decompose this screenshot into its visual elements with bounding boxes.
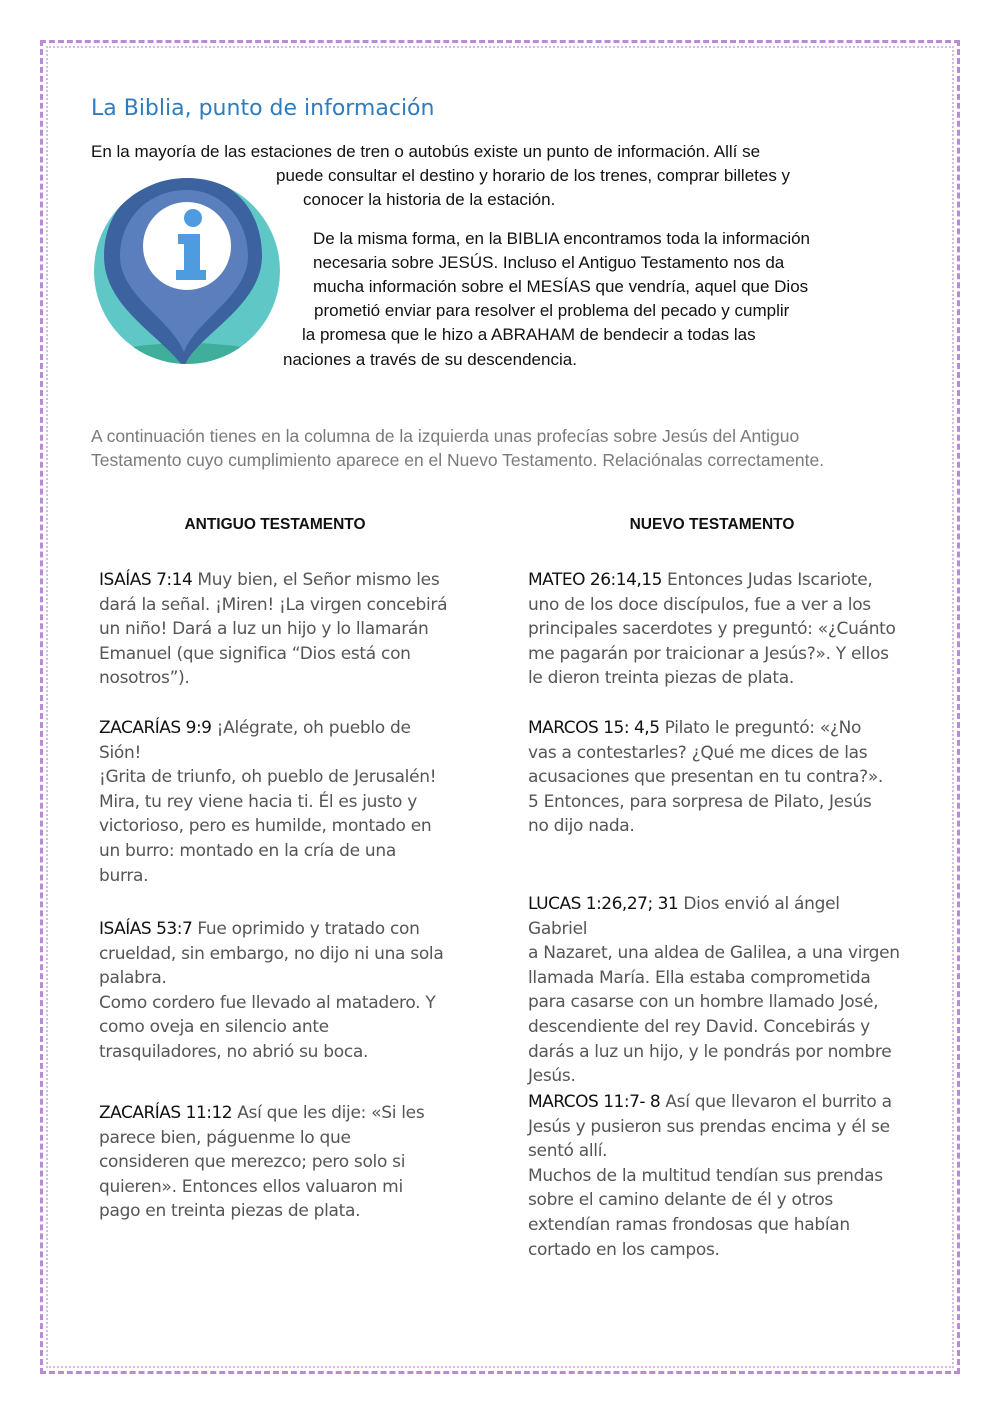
verse-first-line: ZACARÍAS 9:9 ¡Alégrate, oh pueblo de — [99, 718, 411, 738]
verse-line: uno de los doce discípulos, fue a ver a los — [528, 594, 871, 615]
verse-line: sobre el camino delante de él y otros — [528, 1190, 833, 1211]
verse-line: como oveja en silencio ante — [99, 1017, 329, 1038]
verse-entry — [528, 892, 903, 1089]
verse-line: 5 Entonces, para sorpresa de Pilato, Jesús — [528, 791, 872, 812]
verse-entry — [99, 568, 474, 691]
verse-line: Mira, tu rey viene hacia ti. Él es justo y — [99, 791, 418, 812]
intro-line-4: De la misma forma, en la BIBLIA encontramos toda la información — [313, 229, 811, 248]
verse-line: consideren que merezco; pero solo si — [99, 1152, 406, 1173]
verse-line: le dieron treinta piezas de plata. — [528, 668, 794, 689]
intro-line-9: naciones a través de su descendencia. — [283, 350, 577, 369]
verse-entry — [528, 716, 903, 839]
verse-line: sentó allí. — [528, 1141, 608, 1162]
verse-line: Emanuel (que significa “Dios está con — [99, 643, 411, 664]
verse-line: quieren». Entonces ellos valuaron mi — [99, 1176, 403, 1197]
verse-line: principales sacerdotes y preguntó: «¿Cuánto — [528, 619, 896, 640]
verse-line: no dijo nada. — [528, 816, 635, 837]
verse-line: dará la señal. ¡Miren! ¡La virgen concebirá — [99, 594, 448, 615]
verse-line: vas a contestarles? ¿Qué me dices de las — [528, 742, 868, 763]
instructions-text: A continuación tienes en la columna de la izquierda unas profecías sobre Jesús del Antiguo Testamento cuyo cumplimiento aparece en el Nuevo Testamento. Relaciónalas correctamente. — [91, 426, 825, 470]
verse-entry — [99, 716, 474, 888]
intro-line-7: prometió enviar para resolver el problema del pecado y cumplir — [314, 301, 790, 320]
intro-line-5: necesaria sobre JESÚS. Incluso el Antiguo Testamento nos da — [313, 253, 785, 272]
verse-first-line: MATEO 26:14,15 Entonces Judas Iscariote, — [528, 570, 873, 590]
verse-line: cortado en los campos. — [528, 1239, 720, 1260]
verse-reference: ZACARÍAS 11:12 — [99, 1103, 233, 1123]
verse-line: acusaciones que presentan en tu contra?». — [528, 767, 884, 788]
verse-reference: MARCOS 11:7- 8 — [528, 1092, 661, 1112]
page-title: La Biblia, punto de información — [91, 96, 435, 121]
verse-line: Como cordero fue llevado al matadero. Y — [99, 992, 436, 1013]
intro-line-3: conocer la historia de la estación. — [303, 190, 556, 209]
verse-first-line: ISAÍAS 53:7 Fue oprimido y tratado con — [99, 919, 420, 939]
verse-reference: MATEO 26:14,15 — [528, 570, 662, 590]
verse-line: ¡Grita de triunfo, oh pueblo de Jerusalén! — [99, 767, 437, 788]
verse-first-line: MARCOS 15: 4,5 Pilato le preguntó: «¿No — [528, 718, 862, 738]
verse-reference: ZACARÍAS 9:9 — [99, 718, 212, 738]
verse-line: parece bien, páguenme lo que — [99, 1127, 351, 1148]
verse-line: descendiente del rey David. Concebirás y — [528, 1016, 870, 1037]
verse-line: para casarse con un hombre llamado José, — [528, 992, 879, 1013]
verse-line: un niño! Dará a luz un hijo y lo llamarán — [99, 619, 429, 640]
heading-new-testament: NUEVO TESTAMENTO — [629, 516, 795, 533]
info-location-pin-icon — [92, 168, 282, 374]
verse-line: Sión! — [99, 742, 142, 763]
intro-line-8: la promesa que le hizo a ABRAHAM de bendecir a todas las — [302, 325, 756, 344]
verse-reference: MARCOS 15: 4,5 — [528, 718, 660, 738]
intro-line-6: mucha información sobre el MESÍAS que vendría, aquel que Dios — [313, 277, 809, 296]
verse-line: Jesús y pusieron sus prendas encima y él se — [528, 1116, 890, 1137]
intro-line-1: En la mayoría de las estaciones de tren o autobús existe un punto de información. Allí se — [91, 142, 761, 161]
verse-line: pago en treinta piezas de plata. — [99, 1201, 361, 1222]
verse-line: un burro: montado en la cría de una — [99, 840, 396, 861]
verse-line: extendían ramas frondosas que habían — [528, 1214, 850, 1235]
verse-line: burra. — [99, 865, 149, 886]
verse-line: palabra. — [99, 968, 167, 989]
verse-entry — [528, 568, 903, 691]
verse-line: a Nazaret, una aldea de Galilea, a una virgen — [528, 943, 900, 964]
verse-first-line: MARCOS 11:7- 8 Así que llevaron el burrito a — [528, 1092, 892, 1112]
verse-reference: ISAÍAS 53:7 — [99, 919, 193, 939]
verse-line: victorioso, pero es humilde, montado en — [99, 816, 432, 837]
verse-entry — [99, 1101, 474, 1224]
verse-line: nosotros”). — [99, 668, 190, 689]
verse-line: darás a luz un hijo, y le pondrás por nombre — [528, 1041, 892, 1062]
verse-entry — [528, 1090, 903, 1262]
verse-reference: LUCAS 1:26,27; 31 — [528, 894, 679, 914]
heading-old-testament: ANTIGUO TESTAMENTO — [184, 516, 366, 533]
intro-line-2: puede consultar el destino y horario de los trenes, comprar billetes y — [276, 166, 791, 185]
verse-line: trasquiladores, no abrió su boca. — [99, 1041, 369, 1062]
verse-entry — [99, 917, 474, 1065]
verse-line: Jesús. — [528, 1066, 576, 1087]
verse-line: Muchos de la multitud tendían sus prendas — [528, 1165, 883, 1186]
verse-first-line: LUCAS 1:26,27; 31 Dios envió al ángel Gabriel — [528, 894, 840, 939]
verse-first-line: ISAÍAS 7:14 Muy bien, el Señor mismo les — [99, 570, 440, 590]
verse-first-line: ZACARÍAS 11:12 Así que les dije: «Si les — [99, 1103, 425, 1123]
verse-reference: ISAÍAS 7:14 — [99, 570, 193, 590]
verse-line: crueldad, sin embargo, no dijo ni una sola — [99, 943, 444, 964]
verse-line: me pagarán por traicionar a Jesús?». Y ellos — [528, 643, 889, 664]
verse-line: llamada María. Ella estaba comprometida — [528, 967, 871, 988]
